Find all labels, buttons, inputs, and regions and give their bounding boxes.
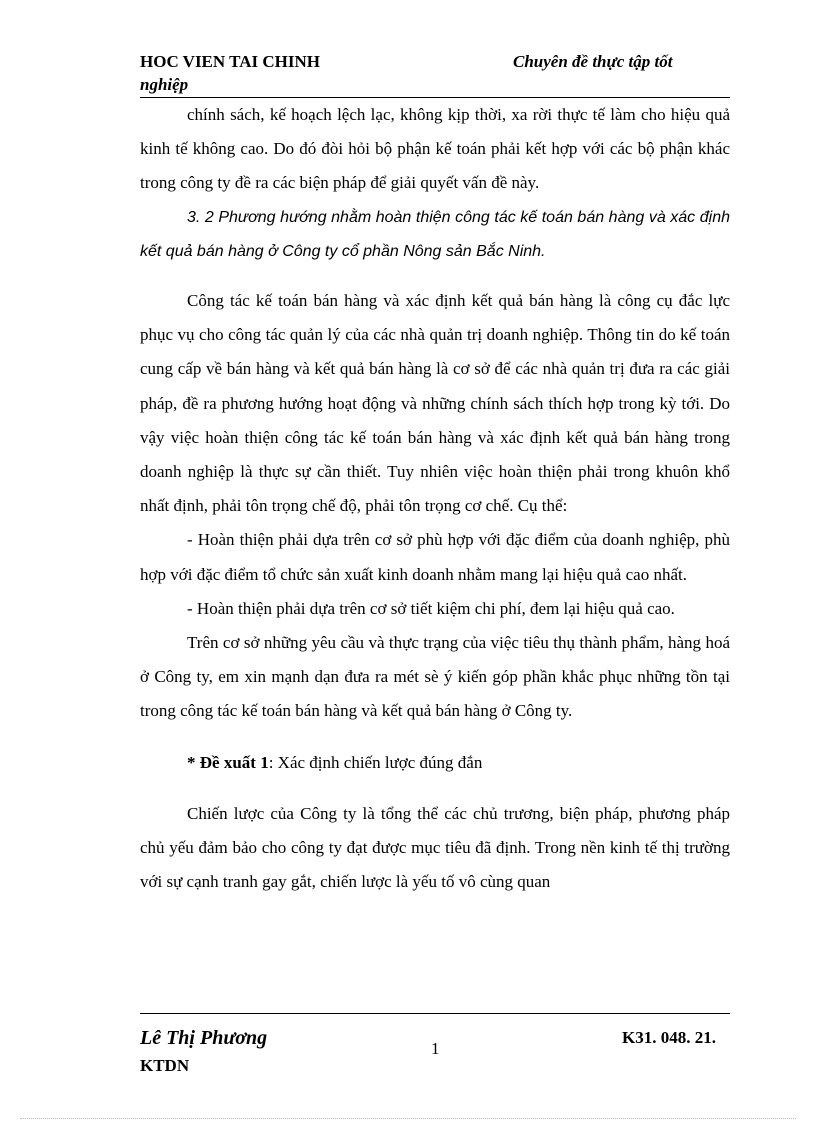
page-header — [140, 52, 730, 96]
paragraph-4: Chiến lược của Công ty là tổng thể các chủ trương, biện pháp, phương pháp chủ yếu đảm bảo cho công ty đạt được mục tiêu đã định. Trong nền kinh tế thị trường với sự cạnh tranh gay gắt, chiến lược là yếu tố vô cùng quan — [140, 803, 730, 892]
page-body-main — [140, 284, 730, 899]
header-institution: HOC VIEN TAI CHINH — [140, 52, 320, 71]
footer-author: Lê Thị Phương — [140, 1027, 268, 1049]
proposal-label: * Đề xuất 1 — [187, 752, 269, 772]
paragraph-2: Công tác kế toán bán hàng và xác định kết quả bán hàng là công cụ đắc lực phục vụ cho công tác quản lý của các nhà quản trị doanh nghiệp. Thông tin do kế toán cung cấp về bán hàng và kết quả bán hàng là cơ sở để các nhà quản trị đưa ra các giải pháp, đề ra phương hướng hoạt động và những chính sách thích hợp trong kỳ tới. Do vậy việc hoàn thiện công tác kế toán bán hàng và xác định kết quả bán hàng trong doanh nghiệp là thực sự cần thiết. Tuy nhiên việc hoàn thiện phải trong khuôn khổ nhất định, phải tôn trọng chế độ, phải tôn trọng cơ chế. Cụ thể: — [140, 291, 730, 516]
header-document-title: Chuyên đề thực tập tốt — [513, 52, 673, 71]
paragraph-1: chính sách, kế hoạch lệch lạc, không kịp thời, xa rời thực tế làm cho hiệu quả kinh tế không cao. Do đó đòi hỏi bộ phận kế toán phải kết hợp với các bộ phận khác trong công ty đề ra các biện pháp để giải quyết vấn đề này. — [140, 105, 730, 193]
footer-student-code: K31. 048. 21. — [622, 1028, 716, 1047]
proposal-heading — [140, 746, 730, 780]
footer-department: KTDN — [140, 1056, 190, 1075]
page-body-top — [140, 98, 730, 269]
bullet-item-2: - Hoàn thiện phải dựa trên cơ sở tiết kiệm chi phí, đem lại hiệu quả cao. — [187, 598, 675, 618]
bullet-item-1: - Hoàn thiện phải dựa trên cơ sở phù hợp với đặc điểm của doanh nghiệp, phù hợp với đặc điểm tổ chức sản xuất kinh doanh nhằm mang lại hiệu quả cao nhất. — [140, 530, 730, 584]
paragraph-3: Trên cơ sở những yêu cầu và thực trạng của việc tiêu thụ thành phẩm, hàng hoá ở Công ty, em xin mạnh dạn đưa ra mét sè ý kiến góp phần khắc phục những tồn tại trong công tác kế toán bán hàng và kết quả bán hàng ở Công ty. — [140, 633, 730, 721]
page-bottom-border — [20, 1118, 796, 1119]
footer-divider — [140, 1013, 730, 1014]
proposal-text: : Xác định chiến lược đúng đắn — [268, 752, 483, 772]
footer-page-number: 1 — [431, 1039, 440, 1058]
header-document-title-continued: nghiệp — [140, 75, 189, 94]
section-heading: 3. 2 Phương hướng nhằm hoàn thiện công tác kế toán bán hàng và xác định kết quả bán hàng ở Công ty cổ phần Nông sản Bắc Ninh. — [140, 208, 730, 260]
